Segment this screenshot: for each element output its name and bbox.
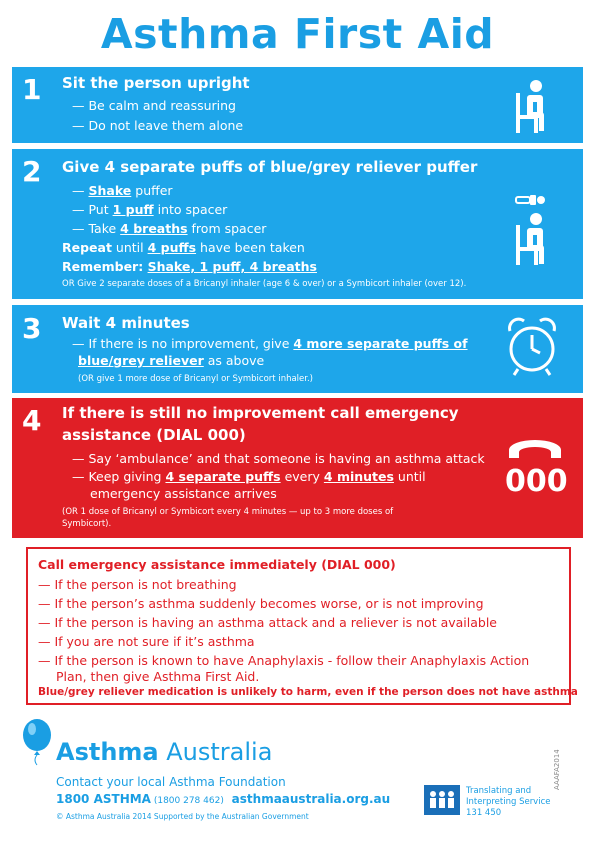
emergency-box (26, 547, 578, 705)
step-heading: Wait 4 minutes (62, 314, 190, 332)
website-link[interactable]: asthmaaustralia.org.au (231, 792, 391, 806)
contact-phone: 1800 ASTHMA (1800 278 462) asthmaaustralia.org.au (56, 792, 391, 806)
step-number: 3 (22, 312, 42, 345)
person-sitting-icon (510, 79, 554, 135)
emergency-item: — If the person is known to have Anaphylaxis - follow their Anaphylaxis Action (38, 653, 530, 668)
emergency-footer: Blue/grey reliever medication is unlikely to harm, even if the person does not have asthma (38, 686, 578, 698)
emergency-item: — If you are not sure if it’s asthma (38, 634, 255, 649)
step-2-panel (12, 149, 583, 299)
person-with-puffer-icon (506, 191, 556, 267)
step-heading: Give 4 separate puffs of blue/grey reliever puffer (62, 158, 478, 176)
step-line: — Take 4 breaths from spacer (72, 221, 267, 236)
emergency-item: Plan, then give Asthma First Aid. (56, 669, 260, 684)
step-line: — If there is no improvement, give 4 more separate puffs of (72, 336, 468, 351)
emergency-item: — If the person’s asthma suddenly becomes worse, or is not improving (38, 596, 484, 611)
step-heading: assistance (DIAL 000) (62, 426, 246, 444)
step-note: OR Give 2 separate doses of a Bricanyl inhaler (age 6 & over) or a Symbicort inhaler (over 12). (62, 279, 467, 289)
step-3-panel (12, 305, 583, 393)
step-note: (OR give 1 more dose of Bricanyl or Symbicort inhaler.) (78, 374, 313, 384)
asthma-australia-logo: Asthma Australia (56, 738, 273, 766)
balloon-icon (20, 718, 54, 766)
alarm-clock-icon (506, 317, 558, 379)
emergency-item: — If the person is having an asthma attack and a reliever is not available (38, 615, 497, 630)
step-number: 4 (22, 404, 42, 437)
document-code: AAAFA2014 (553, 749, 561, 790)
step-line: — Keep giving 4 separate puffs every 4 minutes until (72, 469, 426, 484)
contact-text: Contact your local Asthma Foundation (56, 775, 286, 789)
step-remember: Remember: Shake, 1 puff, 4 breaths (62, 259, 317, 274)
step-note: Symbicort). (62, 519, 112, 529)
step-heading: Sit the person upright (62, 74, 250, 92)
step-line: emergency assistance arrives (90, 486, 277, 501)
step-number: 2 (22, 155, 42, 188)
step-heading: If there is still no improvement call emergency (62, 404, 459, 422)
step-line: — Shake puffer (72, 183, 173, 198)
emergency-item: — If the person is not breathing (38, 577, 237, 592)
step-line: — Be calm and reassuring (72, 98, 236, 113)
step-line: blue/grey reliever as above (78, 353, 265, 368)
step-1-panel (12, 67, 583, 143)
step-note: (OR 1 dose of Bricanyl or Symbicort every 4 minutes — up to 3 more doses of (62, 507, 394, 517)
tis-text: Translating and Interpreting Service 131 450 (466, 786, 551, 818)
copyright: © Asthma Australia 2014 Supported by the Australian Government (56, 812, 309, 821)
step-4-panel (12, 398, 583, 538)
step-line: — Put 1 puff into spacer (72, 202, 228, 217)
step-line: — Say ‘ambulance’ and that someone is having an asthma attack (72, 451, 485, 466)
telephone-icon: 000 (505, 436, 565, 500)
step-line: Repeat until 4 puffs have been taken (62, 240, 305, 255)
step-line: — Do not leave them alone (72, 118, 244, 133)
page-title: Asthma First Aid (100, 10, 495, 58)
step-number: 1 (22, 73, 42, 106)
tis-people-icon (424, 785, 460, 815)
emergency-heading: Call emergency assistance immediately (DIAL 000) (38, 557, 396, 572)
